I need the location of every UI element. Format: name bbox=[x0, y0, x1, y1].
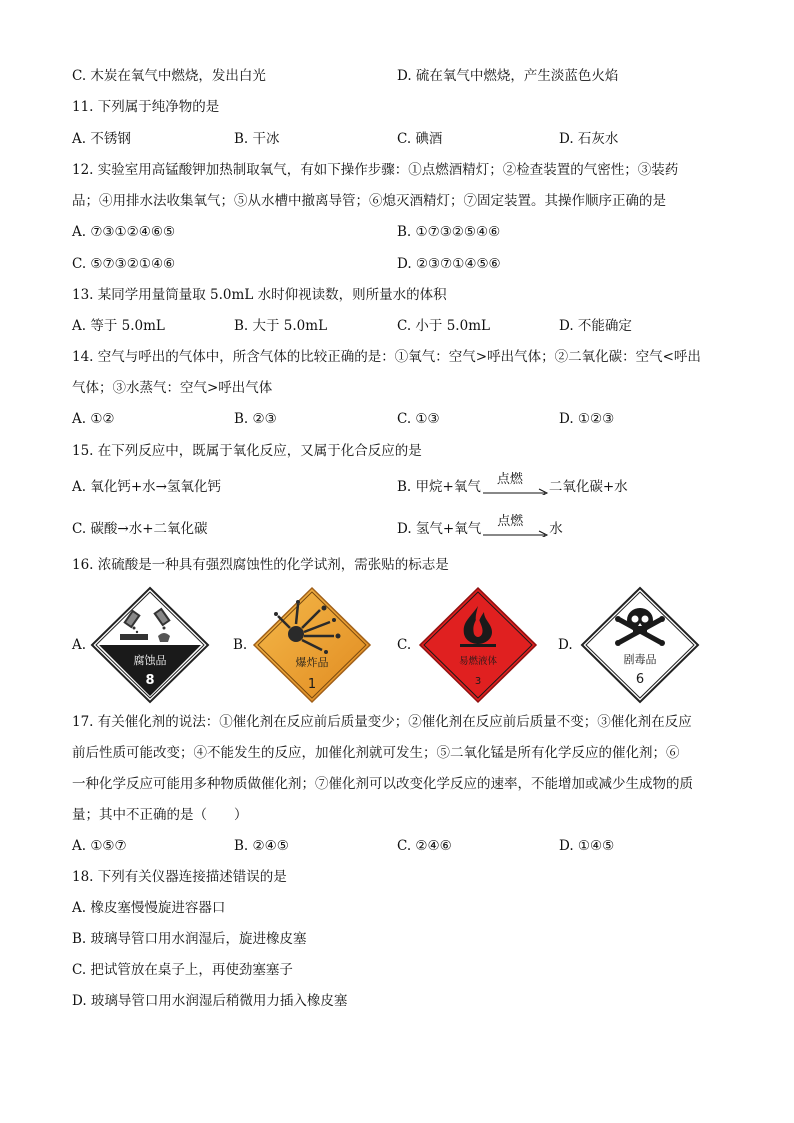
q12-option-b: B. ①⑦③②⑤④⑥ bbox=[397, 224, 501, 240]
q13-option-c: C. 小于 5.0mL bbox=[397, 318, 490, 334]
q17-option-d: D. ①④⑤ bbox=[559, 838, 615, 854]
q14-option-a: A. ①② bbox=[72, 411, 115, 427]
q11-stem: 11. 下列属于纯净物的是 bbox=[72, 99, 220, 115]
corrosive-icon bbox=[90, 586, 210, 704]
q17-stem-line3: 一种化学反应可能用多种物质做催化剂；⑦催化剂可以改变化学反应的速率，不能增加或减少生成物的质 bbox=[72, 776, 693, 792]
q11-option-b: B. 干冰 bbox=[234, 131, 280, 147]
q15-option-c: C. 碳酸→水+二氧化碳 bbox=[72, 521, 208, 537]
sign-b-number: 1 bbox=[307, 677, 317, 692]
q17-option-b: B. ②④⑤ bbox=[234, 838, 289, 854]
q14-option-d: D. ①②③ bbox=[559, 411, 615, 427]
sign-d-number: 6 bbox=[635, 672, 645, 687]
q17-stem-line1: 17. 有关催化剂的说法：①催化剂在反应前后质量变少；②催化剂在反应前后质量不变；③催化剂在反应 bbox=[72, 714, 692, 730]
flame-icon bbox=[418, 586, 538, 704]
q17-stem-line2: 前后性质可能改变；④不能发生的反应，加催化剂就可发生；⑤二氧化锰是所有化学反应的催化剂；⑥ bbox=[72, 745, 680, 761]
reaction-condition: 点燃 bbox=[496, 471, 523, 487]
q18-option-d: D. 玻璃导管口用水润湿后稍微用力插入橡皮塞 bbox=[72, 993, 348, 1009]
q17-stem-line4: 量；其中不正确的是（ ） bbox=[72, 807, 248, 823]
q16-option-b-letter: B. bbox=[233, 637, 248, 653]
q15-option-a: A. 氧化钙+水→氢氧化钙 bbox=[72, 479, 221, 495]
q12-option-c: C. ⑤⑦③②①④⑥ bbox=[72, 256, 176, 272]
q15-option-b-products: 二氧化碳+水 bbox=[548, 479, 628, 495]
sign-a-number: 8 bbox=[145, 673, 155, 688]
q10-option-c: C. 木炭在氧气中燃烧，发出白光 bbox=[72, 68, 266, 84]
q10-option-d: D. 硫在氧气中燃烧，产生淡蓝色火焰 bbox=[397, 68, 619, 84]
q13-option-b: B. 大于 5.0mL bbox=[234, 318, 328, 334]
q17-option-c: C. ②④⑥ bbox=[397, 838, 452, 854]
q15-option-b-reactants: B. 甲烷+氧气 bbox=[397, 479, 481, 495]
q15-option-b bbox=[397, 471, 628, 497]
q14-option-c: C. ①③ bbox=[397, 411, 440, 427]
q13-option-a: A. 等于 5.0mL bbox=[72, 318, 165, 334]
q16-option-a-letter: A. bbox=[72, 637, 87, 653]
q12-stem-line2: 品；④用排水法收集氧气；⑤从水槽中撤离导管；⑥熄灭酒精灯；⑦固定装置。其操作顺序正确的是 bbox=[72, 193, 666, 209]
q11-option-a: A. 不锈钢 bbox=[72, 131, 131, 147]
q12-stem-line1: 12. 实验室用高锰酸钾加热制取氧气，有如下操作步骤：①点燃酒精灯；②检查装置的气密性；③装药 bbox=[72, 162, 679, 178]
sign-d-label: 剧毒品 bbox=[623, 653, 657, 666]
skull-icon bbox=[580, 586, 700, 704]
q17-option-a: A. ①⑤⑦ bbox=[72, 838, 127, 854]
q14-stem-line1: 14. 空气与呼出的气体中，所含气体的比较正确的是：①氧气：空气>呼出气体；②二氧化碳：空气<呼出 bbox=[72, 349, 701, 365]
q16-option-c-letter: C. bbox=[397, 637, 412, 653]
q16-stem: 16. 浓硫酸是一种具有强烈腐蚀性的化学试剂，需张贴的标志是 bbox=[72, 557, 449, 573]
q15-stem: 15. 在下列反应中，既属于氧化反应，又属于化合反应的是 bbox=[72, 443, 422, 459]
q12-option-d: D. ②③⑦①④⑤⑥ bbox=[397, 256, 501, 272]
q11-option-d: D. 石灰水 bbox=[559, 131, 619, 147]
explosion-icon bbox=[252, 586, 372, 704]
q18-option-b: B. 玻璃导管口用水润湿后，旋进橡皮塞 bbox=[72, 931, 307, 947]
q18-option-c: C. 把试管放在桌子上，再使劲塞塞子 bbox=[72, 962, 293, 978]
q15-option-d-reactants: D. 氢气+氧气 bbox=[397, 521, 482, 537]
q15-option-d-products: 水 bbox=[549, 521, 563, 537]
q16-option-d-letter: D. bbox=[558, 637, 573, 653]
q13-option-d: D. 不能确定 bbox=[559, 318, 632, 334]
reaction-arrow bbox=[481, 471, 549, 497]
q14-stem-line2: 气体；③水蒸气：空气>呼出气体 bbox=[72, 380, 273, 396]
q18-stem: 18. 下列有关仪器连接描述错误的是 bbox=[72, 869, 287, 885]
q12-option-a: A. ⑦③①②④⑥⑤ bbox=[72, 224, 176, 240]
arrow-icon bbox=[481, 485, 549, 495]
q15-option-d bbox=[397, 513, 563, 539]
q18-option-a: A. 橡皮塞慢慢旋进容器口 bbox=[72, 900, 226, 916]
arrow-icon bbox=[481, 527, 549, 537]
reaction-arrow bbox=[481, 513, 549, 539]
reaction-condition: 点燃 bbox=[497, 513, 524, 529]
sign-b-label: 爆炸品 bbox=[295, 656, 329, 669]
q14-option-b: B. ②③ bbox=[234, 411, 277, 427]
q13-stem: 13. 某同学用量筒量取 5.0mL 水时仰视读数，则所量水的体积 bbox=[72, 287, 447, 303]
sign-a-label: 腐蚀品 bbox=[133, 654, 167, 667]
sign-c-label: 易燃液体 bbox=[458, 656, 498, 667]
q11-option-c: C. 碘酒 bbox=[397, 131, 443, 147]
sign-c-number: 3 bbox=[474, 676, 482, 687]
